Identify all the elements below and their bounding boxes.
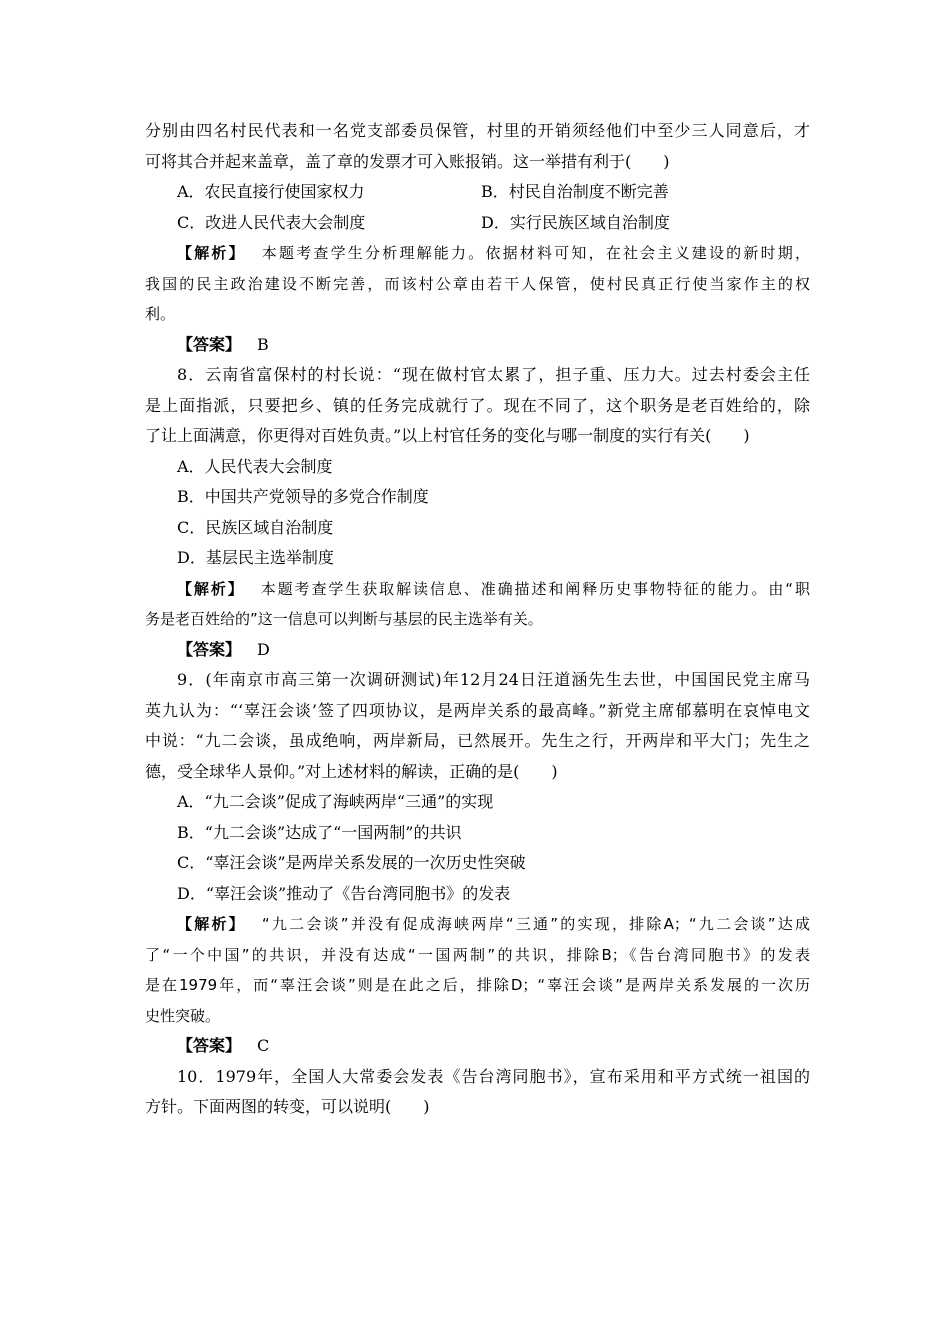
analysis-line: 利。 — [145, 305, 176, 323]
answer-value: C — [257, 1036, 270, 1055]
question-stem-line: 分别由四名村民代表和一名党支部委员保管，村里的开销须经他们中至少三人同意后，才 — [145, 121, 810, 140]
question-stem-line: 8．云南省富保村的村长说：“现在做村官太累了，担子重、压力大。过去村委会主任 — [177, 365, 810, 384]
analysis-line: 是在1979年，而“辜汪会谈”则是在此之后，排除D；“辜汪会谈”是两岸关系发展的一次历 — [145, 976, 810, 994]
question-stem-line: 方针。下面两图的转变，可以说明( ) — [145, 1097, 430, 1116]
option-c: C．民族区域自治制度 — [177, 517, 334, 537]
option-b: B．中国共产党领导的多党合作制度 — [177, 487, 429, 506]
question-stem-line: 可将其合并起来盖章，盖了章的发票才可入账报销。这一举措有利于( ) — [145, 151, 670, 171]
analysis-text: 本题考查学生获取解读信息、准确描述和阐释历史事物特征的能力。由“职 — [260, 579, 810, 598]
options-row — [145, 208, 810, 239]
question-stem-line: 10．1979年，全国人大常委会发表《告台湾同胞书》，宣布采用和平方式统一祖国的 — [177, 1066, 810, 1086]
analysis-tag: 【解析】 — [177, 244, 246, 262]
option-d: D．基层民主选举制度 — [177, 548, 334, 567]
question-stem-line: 9．(年南京市高三第一次调研测试)年12月24日汪道涵先生去世，中国国民党主席马 — [177, 670, 810, 689]
analysis-line — [145, 909, 810, 940]
analysis-line: 史性突破。 — [145, 1006, 221, 1025]
option-c: C．改进人民代表大会制度 — [177, 212, 366, 232]
option-a: A．“九二会谈”促成了海峡两岸“三通”的实现 — [177, 792, 494, 811]
question-stem-line: 中说：“九二会谈，虽成绝响，两岸新局，已然展开。先生之行，开两岸和平大门；先生之 — [145, 731, 810, 750]
question-stem-line: 英九认为：“‘辜汪会谈’签了四项协议，是两岸关系的最高峰。”新党主席郁慕明在哀悼电文 — [145, 700, 810, 720]
question-stem-line: 德，受全球华人景仰。”对上述材料的解读，正确的是( ) — [145, 761, 558, 781]
analysis-line: 我国的民主政治建设不断完善，而该村公章由若干人保管，使村民真正行使当家作主的权 — [145, 274, 810, 293]
analysis-line: 了“一个中国”的共识，并没有达成“一国两制”的共识，排除B；《告台湾同胞书》的发表 — [145, 945, 810, 964]
analysis-tag: 【解析】 — [177, 579, 245, 598]
analysis-line — [145, 574, 810, 605]
analysis-line — [145, 238, 810, 269]
option-b: B．“九二会谈”达成了“一国两制”的共识 — [177, 822, 462, 842]
question-stem-line: 是上面指派，只要把乡、镇的任务完成就行了。现在不同了，这个职务是老百姓给的，除 — [145, 395, 810, 415]
answer-tag: 【答案】 — [177, 1036, 242, 1055]
analysis-line: 务是老百姓给的”这一信息可以判断与基层的民主选举有关。 — [145, 610, 543, 628]
answer-line — [145, 635, 810, 666]
option-a: A．农民直接行使国家权力 — [177, 182, 365, 201]
options-row — [145, 177, 810, 208]
question-stem-line: 了让上面满意，你更得对百姓负责。”以上村官任务的变化与哪一制度的实行有关( ) — [145, 426, 750, 445]
analysis-text: “九二会谈”并没有促成海峡两岸“三通”的实现，排除A；“九二会谈”达成 — [261, 915, 810, 933]
option-a: A．人民代表大会制度 — [177, 456, 333, 476]
question-9 — [145, 665, 810, 1062]
answer-value: B — [257, 334, 269, 354]
option-d: D．实行民族区域自治制度 — [481, 212, 670, 232]
answer-line — [145, 1031, 810, 1062]
option-c: C．“辜汪会谈”是两岸关系发展的一次历史性突破 — [177, 853, 526, 872]
question-8 — [145, 360, 810, 665]
analysis-text: 本题考查学生分析理解能力。依据材料可知，在社会主义建设的新时期， — [261, 244, 810, 262]
analysis-tag: 【解析】 — [177, 915, 246, 933]
document-page — [145, 116, 810, 1123]
option-b: B．村民自治制度不断完善 — [481, 182, 669, 201]
answer-line — [145, 330, 810, 361]
question-10 — [145, 1062, 810, 1123]
answer-value: D — [257, 639, 270, 659]
question-7 — [145, 116, 810, 360]
answer-tag: 【答案】 — [177, 334, 242, 354]
option-d: D．“辜汪会谈”推动了《告台湾同胞书》的发表 — [177, 883, 511, 903]
answer-tag: 【答案】 — [177, 639, 242, 659]
